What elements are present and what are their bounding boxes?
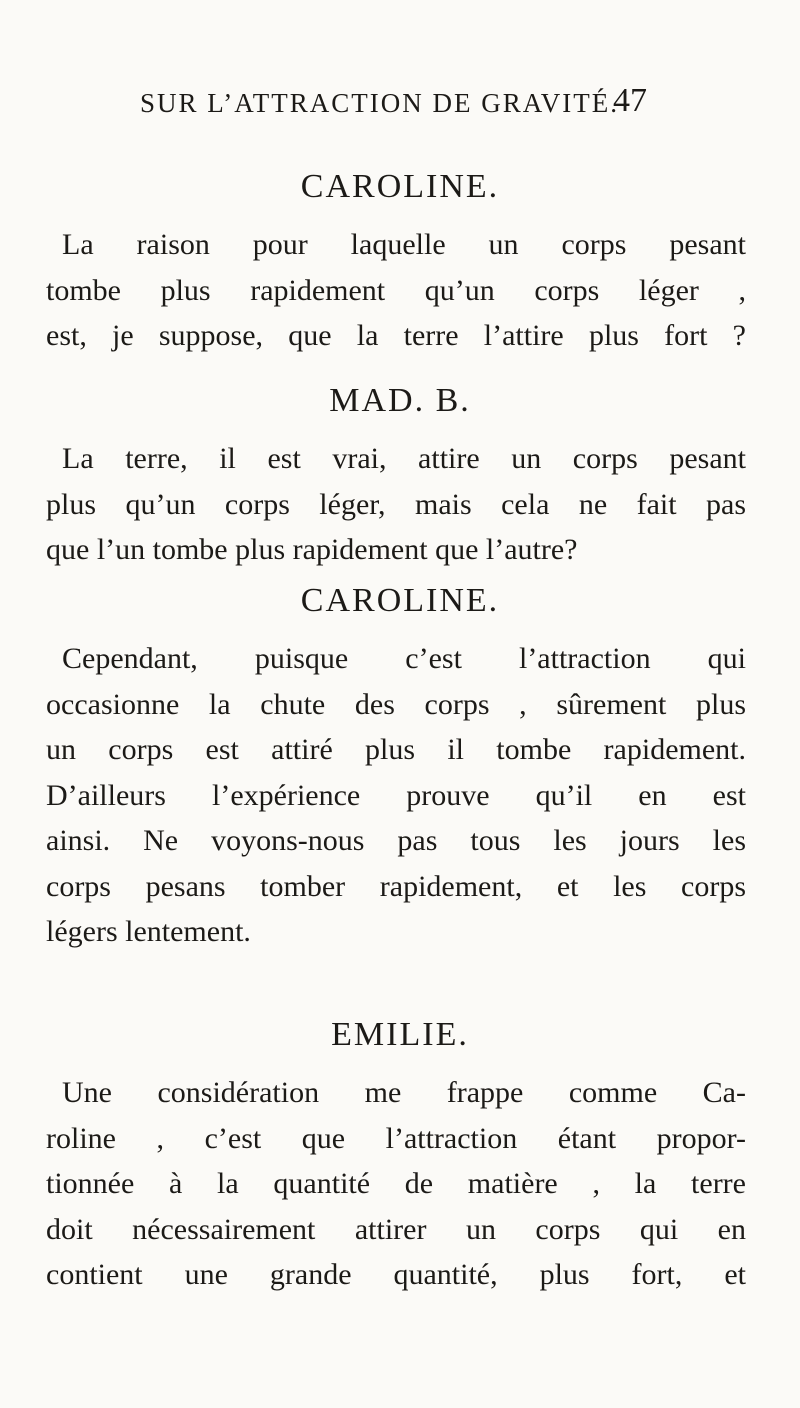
text-line: est, je suppose, que la terre l’attire plus fort ? bbox=[46, 319, 746, 352]
text-line: légers lentement. bbox=[46, 915, 251, 948]
text-line: ainsi. Ne voyons-nous pas tous les jours les bbox=[46, 824, 746, 857]
text-line: tombe plus rapidement qu’un corps léger , bbox=[46, 273, 746, 307]
text-line: doit nécessairement attirer un corps qui en bbox=[46, 1212, 746, 1246]
speaker-heading: CAROLINE. bbox=[300, 168, 500, 205]
text-line: plus qu’un corps léger, mais cela ne fait pas bbox=[46, 487, 746, 521]
dialogue-paragraph bbox=[46, 1070, 746, 1298]
text-line: La terre, il est vrai, attire un corps pesant bbox=[62, 442, 746, 475]
speaker-heading: CAROLINE. bbox=[300, 582, 500, 619]
text-line: roline , c’est que l’attraction étant propor- bbox=[46, 1121, 746, 1155]
text-line: un corps est attiré plus il tombe rapidement. bbox=[46, 733, 746, 766]
speaker-heading: MAD. B. bbox=[329, 382, 471, 419]
text-line: contient une grande quantité, plus fort, et bbox=[46, 1258, 746, 1291]
page-number: 47 bbox=[613, 82, 647, 119]
text-line: occasionne la chute des corps , sûrement plus bbox=[46, 687, 746, 721]
running-head bbox=[0, 82, 800, 138]
text-line: Une considération me frappe comme Ca- bbox=[62, 1076, 746, 1109]
text-line: La raison pour laquelle un corps pesant bbox=[62, 228, 746, 261]
text-line: D’ailleurs l’expérience prouve qu’il en est bbox=[46, 778, 746, 812]
dialogue-paragraph bbox=[46, 636, 746, 955]
dialogue-paragraph bbox=[46, 436, 746, 573]
text-line: Cependant, puisque c’est l’attraction qui bbox=[62, 642, 746, 675]
dialogue-paragraph bbox=[46, 222, 746, 359]
speaker-heading: EMILIE. bbox=[331, 1016, 469, 1053]
running-title: SUR L’ATTRACTION DE GRAVITÉ. bbox=[140, 88, 620, 118]
text-line: corps pesans tomber rapidement, et les corps bbox=[46, 869, 746, 903]
text-line: que l’un tombe plus rapidement que l’autre? bbox=[46, 533, 578, 566]
text-line: tionnée à la quantité de matière , la terre bbox=[46, 1167, 746, 1200]
